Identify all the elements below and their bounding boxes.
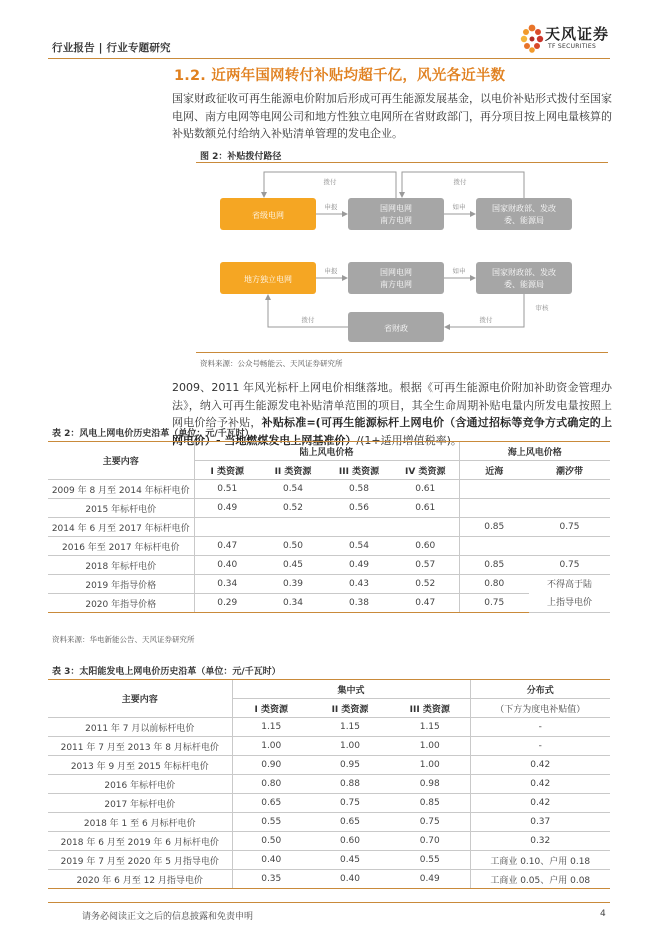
table-cell: 1.15 bbox=[232, 718, 310, 737]
table-cell: 工商业 0.10、户用 0.18 bbox=[470, 851, 610, 870]
table-cell bbox=[529, 480, 610, 499]
table-cell: 0.60 bbox=[392, 537, 459, 556]
svg-text:如申: 如申 bbox=[452, 267, 466, 275]
table-cell: 工商业 0.05、户用 0.08 bbox=[470, 870, 610, 889]
table-cell bbox=[326, 518, 392, 537]
solar-price-table bbox=[48, 679, 610, 889]
intro-paragraph: 国家财政征收可再生能源电价附加后形成可再生能源发展基金，以电价补贴形式拨付至国家电网、南方电网等电网公司和地方性独立电网所在省财政部门，再分项目按上网电量核算的补贴数额兑付给纳入补贴清单管理的发电企业。 bbox=[172, 92, 612, 140]
table-cell: - bbox=[470, 718, 610, 737]
table-cell bbox=[459, 537, 529, 556]
table-cell: 0.49 bbox=[326, 556, 392, 575]
table-cell: 0.85 bbox=[390, 794, 470, 813]
svg-text:国网电网: 国网电网 bbox=[380, 268, 412, 277]
svg-text:拨付: 拨付 bbox=[301, 316, 315, 324]
svg-text:南方电网: 南方电网 bbox=[380, 216, 412, 225]
table-cell: 0.85 bbox=[459, 518, 529, 537]
node-ministry-1 bbox=[476, 198, 572, 230]
footer-disclaimer: 请务必阅读正文之后的信息披露和免责申明 bbox=[82, 912, 254, 922]
node-provincial-finance bbox=[348, 312, 444, 342]
table-cell: 0.52 bbox=[260, 499, 326, 518]
svg-text:申报: 申报 bbox=[324, 267, 338, 275]
table-cell: 0.29 bbox=[194, 594, 260, 613]
table3-col-header: I 类资源 bbox=[232, 699, 310, 718]
table-cell: 0.35 bbox=[232, 870, 310, 889]
table-cell: 1.00 bbox=[232, 737, 310, 756]
table-cell: 0.52 bbox=[392, 575, 459, 594]
table2-title: 表 2：风电上网电价历史沿革（单位：元/千瓦时） bbox=[52, 429, 254, 439]
table-cell: 2018 年 6 月至 2019 年 6 月标杆电价 bbox=[48, 832, 232, 851]
svg-text:国网电网: 国网电网 bbox=[380, 204, 412, 213]
table-cell: 0.95 bbox=[310, 756, 390, 775]
svg-text:拨付: 拨付 bbox=[453, 178, 467, 186]
table2-merged-note: 不得高于陆 上指导电价 bbox=[529, 575, 610, 613]
table2-group-sea: 海上风电价格 bbox=[459, 442, 610, 461]
table-cell: 0.40 bbox=[232, 851, 310, 870]
table-cell: 0.49 bbox=[390, 870, 470, 889]
node-provincial-grid bbox=[220, 198, 316, 230]
table-cell: 2018 年 1 至 6 月标杆电价 bbox=[48, 813, 232, 832]
table-cell bbox=[459, 480, 529, 499]
table-row bbox=[48, 851, 610, 870]
table-cell: 0.58 bbox=[326, 480, 392, 499]
table-row bbox=[48, 813, 610, 832]
table2-col-header: 潮汐带 bbox=[529, 461, 610, 480]
table-cell bbox=[529, 537, 610, 556]
table-cell: 0.40 bbox=[310, 870, 390, 889]
table-cell bbox=[260, 518, 326, 537]
table-cell: 0.80 bbox=[232, 775, 310, 794]
table3-group-central: 集中式 bbox=[232, 680, 470, 699]
table-cell: 0.54 bbox=[326, 537, 392, 556]
table-cell: 0.45 bbox=[310, 851, 390, 870]
table-row bbox=[48, 870, 610, 889]
table-cell: 0.39 bbox=[260, 575, 326, 594]
node-local-grid-label: 地方独立电网 bbox=[244, 275, 292, 284]
table-cell: 0.88 bbox=[310, 775, 390, 794]
table-row bbox=[48, 718, 610, 737]
svg-text:申报: 申报 bbox=[324, 203, 338, 211]
svg-text:国家财政部、发改: 国家财政部、发改 bbox=[492, 268, 556, 277]
table-cell: 1.15 bbox=[390, 718, 470, 737]
table-cell: 0.56 bbox=[326, 499, 392, 518]
node-ministry-2 bbox=[476, 262, 572, 294]
table2-group-land: 陆上风电价格 bbox=[194, 442, 459, 461]
table-cell: 0.75 bbox=[459, 594, 529, 613]
page-number: 4 bbox=[600, 909, 606, 919]
table-cell: 0.34 bbox=[260, 594, 326, 613]
figure-title: 图 2：补贴拨付路径 bbox=[200, 152, 282, 162]
table-cell: 0.38 bbox=[326, 594, 392, 613]
table-cell bbox=[194, 518, 260, 537]
svg-text:拨付: 拨付 bbox=[323, 178, 337, 186]
table-row bbox=[48, 756, 610, 775]
table-cell: 0.42 bbox=[470, 775, 610, 794]
table-row bbox=[48, 594, 610, 613]
figure-bottom-rule bbox=[196, 352, 608, 353]
table-cell: 0.75 bbox=[390, 813, 470, 832]
table2-col-header: 近海 bbox=[459, 461, 529, 480]
table-cell: 1.15 bbox=[310, 718, 390, 737]
node-local-grid bbox=[220, 262, 316, 294]
table-row bbox=[48, 575, 610, 594]
table-row bbox=[48, 499, 610, 518]
table-cell: 0.75 bbox=[529, 518, 610, 537]
table-cell: 0.49 bbox=[194, 499, 260, 518]
table-cell: 2016 年标杆电价 bbox=[48, 775, 232, 794]
table3-dist-sub: （下方为度电补贴值） bbox=[470, 699, 610, 718]
svg-text:委、能源局: 委、能源局 bbox=[504, 280, 544, 289]
table-cell: 2011 年 7 月至 2013 年 8 月标杆电价 bbox=[48, 737, 232, 756]
table3-col-header: III 类资源 bbox=[390, 699, 470, 718]
table-cell: 0.61 bbox=[392, 499, 459, 518]
table-row bbox=[48, 794, 610, 813]
table-cell: 0.45 bbox=[260, 556, 326, 575]
table-cell: 0.61 bbox=[392, 480, 459, 499]
table-cell: 1.00 bbox=[390, 756, 470, 775]
table-cell: 0.60 bbox=[310, 832, 390, 851]
table-cell: 2011 年 7 月以前标杆电价 bbox=[48, 718, 232, 737]
table-row bbox=[48, 775, 610, 794]
table-cell: 1.00 bbox=[310, 737, 390, 756]
svg-text:审核: 审核 bbox=[535, 304, 549, 312]
wind-price-table bbox=[48, 441, 610, 613]
table-cell: 2017 年标杆电价 bbox=[48, 794, 232, 813]
table-cell: 0.65 bbox=[310, 813, 390, 832]
table-cell: 0.85 bbox=[459, 556, 529, 575]
subsidy-formula: 补贴标准=(可再生能源标杆上网电价（含通过招标等竞争方式确定的上网电价）- 当地燃煤发电上网基准价） bbox=[172, 416, 613, 447]
report-breadcrumb: 行业报告 | 行业专题研究 bbox=[52, 42, 171, 54]
table2-col-header: I 类资源 bbox=[194, 461, 260, 480]
table-cell: 2009 年 8 月至 2014 年标杆电价 bbox=[48, 480, 194, 499]
section-title: 1.2. 近两年国网转付补贴均超千亿，风光各近半数 bbox=[174, 68, 506, 84]
footer-divider bbox=[48, 902, 610, 903]
table-cell: 2020 年 6 月至 12 月指导电价 bbox=[48, 870, 232, 889]
table-cell: 0.50 bbox=[260, 537, 326, 556]
svg-text:南方电网: 南方电网 bbox=[380, 280, 412, 289]
table-cell: 2016 年至 2017 年标杆电价 bbox=[48, 537, 194, 556]
table-cell: 0.98 bbox=[390, 775, 470, 794]
table-cell: 0.40 bbox=[194, 556, 260, 575]
table-cell: 0.90 bbox=[232, 756, 310, 775]
table-cell: 0.51 bbox=[194, 480, 260, 499]
table-cell: 2014 年 6 月至 2017 年标杆电价 bbox=[48, 518, 194, 537]
table-cell: 0.80 bbox=[459, 575, 529, 594]
table-row bbox=[48, 480, 610, 499]
table3-title: 表 3：太阳能发电上网电价历史沿革（单位：元/千瓦时） bbox=[52, 667, 281, 677]
table-cell: 0.75 bbox=[529, 556, 610, 575]
svg-text:国家财政部、发改: 国家财政部、发改 bbox=[492, 204, 556, 213]
logo-chinese-name: 天风证券 bbox=[545, 25, 610, 43]
table-cell: 0.54 bbox=[260, 480, 326, 499]
subsidy-paragraph-text: 2009、2011 年风光标杆上网电价相继落地。根据《可再生能源电价附加补助资金管理办法》，纳入可再生能源发电补贴清单范围的项目，其全生命周期补贴电量内所发电量按照上网电价给予补贴， bbox=[172, 381, 612, 429]
node-provincial-grid-label: 省级电网 bbox=[252, 211, 284, 220]
table-cell: 0.37 bbox=[470, 813, 610, 832]
table-cell: 2019 年指导价格 bbox=[48, 575, 194, 594]
table-row bbox=[48, 518, 610, 537]
table-cell: 0.34 bbox=[194, 575, 260, 594]
table-row bbox=[48, 737, 610, 756]
table-cell bbox=[392, 518, 459, 537]
table-cell: 0.47 bbox=[392, 594, 459, 613]
table-cell: 2013 年 9 月至 2015 年标杆电价 bbox=[48, 756, 232, 775]
table-cell: 2018 年标杆电价 bbox=[48, 556, 194, 575]
table2-source: 资料来源：华电新能公告、天风证券研究所 bbox=[52, 635, 195, 644]
table-cell: 0.55 bbox=[232, 813, 310, 832]
table-cell: 0.42 bbox=[470, 756, 610, 775]
table-cell: 0.55 bbox=[390, 851, 470, 870]
svg-text:拨付: 拨付 bbox=[479, 316, 493, 324]
table-cell: 2019 年 7 月至 2020 年 5 月指导电价 bbox=[48, 851, 232, 870]
table2-col-header: IV 类资源 bbox=[392, 461, 459, 480]
table-cell: 0.65 bbox=[232, 794, 310, 813]
table-cell: 2015 年标杆电价 bbox=[48, 499, 194, 518]
figure-top-rule bbox=[196, 162, 608, 163]
table-cell bbox=[459, 499, 529, 518]
table-cell: 0.42 bbox=[470, 794, 610, 813]
table-row bbox=[48, 537, 610, 556]
table2-col-main: 主要内容 bbox=[48, 442, 194, 480]
table-row bbox=[48, 556, 610, 575]
table-cell: 0.43 bbox=[326, 575, 392, 594]
logo-english-name: TF SECURITIES bbox=[548, 43, 597, 50]
table-cell: 1.00 bbox=[390, 737, 470, 756]
table-cell: - bbox=[470, 737, 610, 756]
table3-group-dist: 分布式 bbox=[470, 680, 610, 699]
figure-source: 资料来源：公众号畅能云、天风证券研究所 bbox=[200, 359, 343, 368]
table-cell: 0.57 bbox=[392, 556, 459, 575]
svg-text:如申: 如申 bbox=[452, 203, 466, 211]
table3-col-main: 主要内容 bbox=[48, 680, 232, 718]
table2-col-header: III 类资源 bbox=[326, 461, 392, 480]
table3-col-header: II 类资源 bbox=[310, 699, 390, 718]
svg-text:省财政: 省财政 bbox=[384, 324, 408, 333]
table-cell: 0.70 bbox=[390, 832, 470, 851]
header-divider bbox=[48, 58, 610, 59]
table-cell: 0.32 bbox=[470, 832, 610, 851]
node-state-grid-1 bbox=[348, 198, 444, 230]
table-cell: 0.47 bbox=[194, 537, 260, 556]
table-cell: 0.50 bbox=[232, 832, 310, 851]
subsidy-flow-diagram bbox=[196, 164, 608, 350]
table-row bbox=[48, 832, 610, 851]
table-cell bbox=[529, 499, 610, 518]
table-cell: 2020 年指导价格 bbox=[48, 594, 194, 613]
subsidy-formula-tail: /(1+适用增值税率)。 bbox=[356, 433, 462, 447]
table2-col-header: II 类资源 bbox=[260, 461, 326, 480]
svg-text:委、能源局: 委、能源局 bbox=[504, 216, 544, 225]
node-state-grid-2 bbox=[348, 262, 444, 294]
table-cell: 0.75 bbox=[310, 794, 390, 813]
